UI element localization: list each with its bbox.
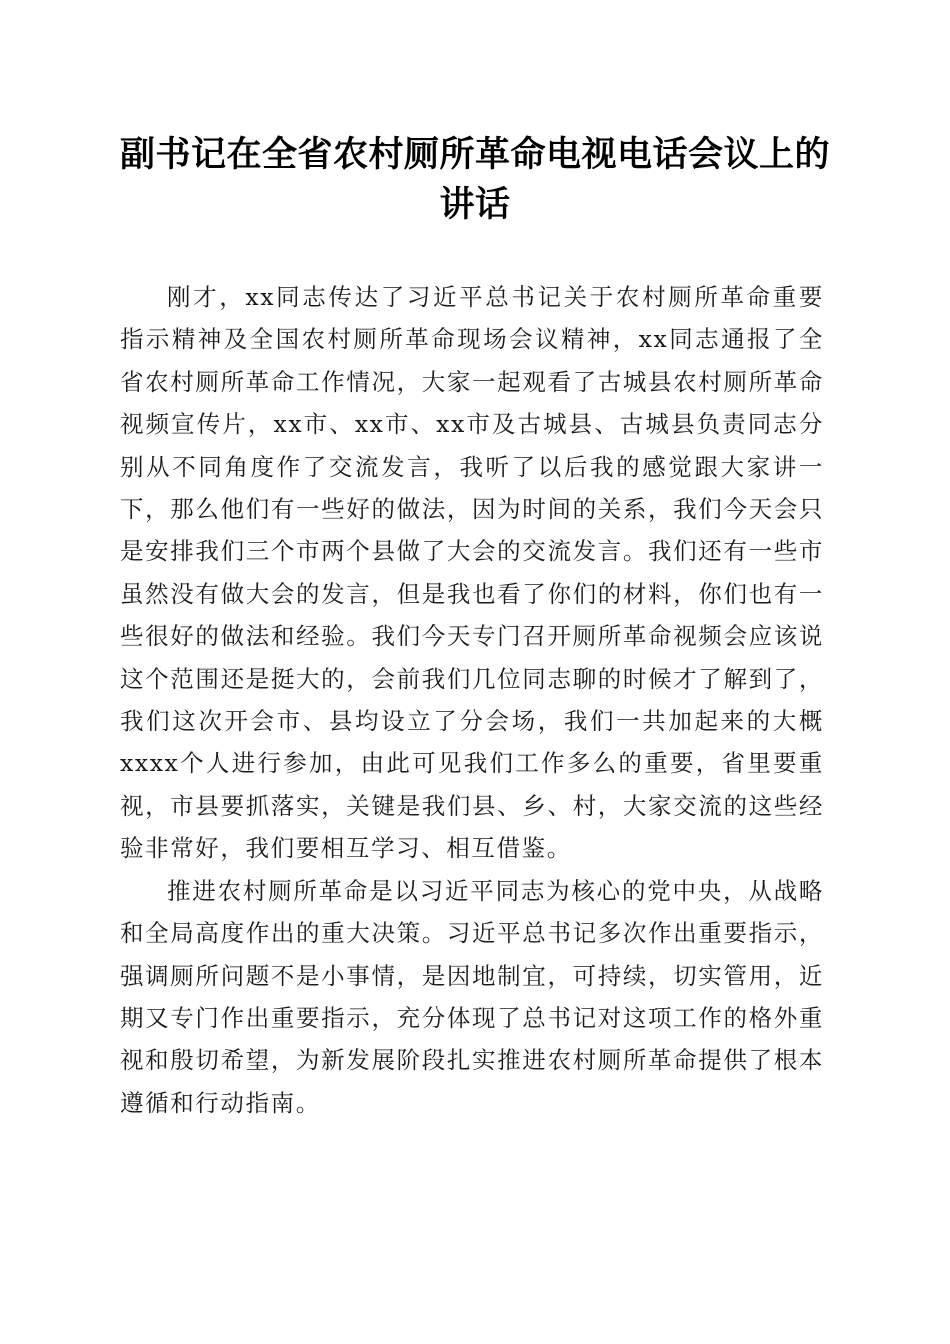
- document-title: 副书记在全省农村厕所革命电视电话会议上的讲话: [119, 134, 830, 225]
- paragraph: 刚才，xx同志传达了习近平总书记关于农村厕所革命重要指示精神及全国农村厕所革命现场会议精神，xx同志通报了全省农村厕所革命工作情况，大家一起观看了古城县农村厕所革命视频宣传片，xx市、xx市、xx市及古城县、古城县负责同志分别从不同角度作了交流发言，我听了以后我的感觉跟大家讲一下，那么他们有一些好的做法，因为时间的关系，我们今天会只是安排我们三个市两个县做了大会的交流发言。我们还有一些市虽然没有做大会的发言，但是我也看了你们的材料，你们也有一些很好的做法和经验。我们今天专门召开厕所革命视频会应该说这个范围还是挺大的，会前我们几位同志聊的时候才了解到了，我们这次开会市、县均设立了分会场，我们一共加起来的大概xxxx个人进行参加，由此可见我们工作多么的重要，省里要重视，市县要抓落实，关键是我们县、乡、村，大家交流的这些经验非常好，我们要相互学习、相互借鉴。: [120, 283, 824, 863]
- paragraph: 推进农村厕所革命是以习近平同志为核心的党中央，从战略和全局高度作出的重大决策。习近平总书记多次作出重要指示，强调厕所问题不是小事情，是因地制宜，可持续，切实管用，近期又专门作出重要指示，充分体现了总书记对这项工作的格外重视和殷切希望，为新发展阶段扎实推进农村厕所革命提供了根本遵循和行动指南。: [120, 876, 824, 1117]
- document-body: [120, 276, 824, 1124]
